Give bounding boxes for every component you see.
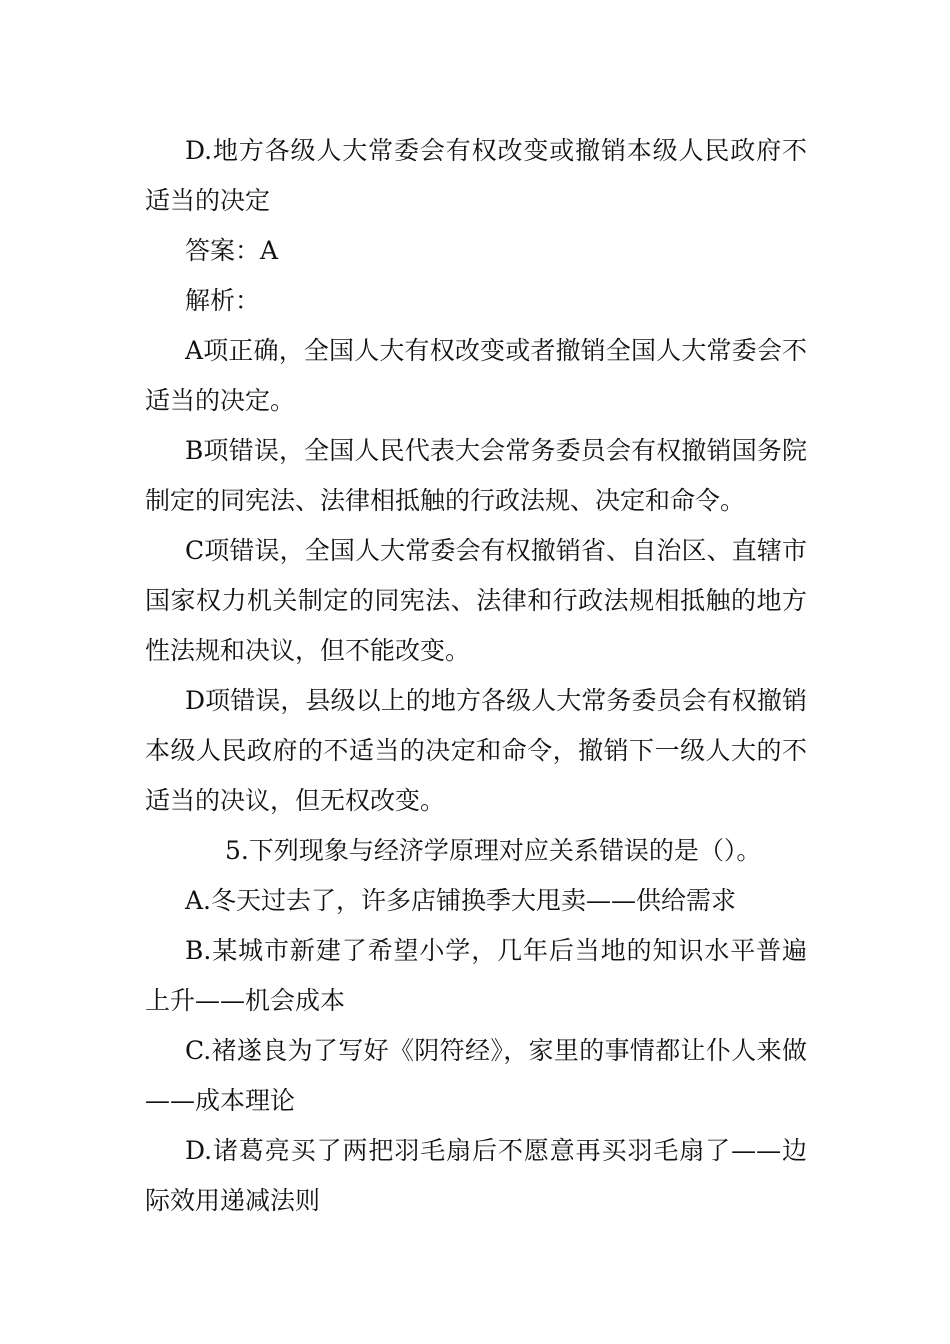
document-body bbox=[145, 126, 807, 1226]
question-5-option-a: A.冬天过去了，许多店铺换季大甩卖——供给需求 bbox=[185, 886, 737, 915]
question-5-option-b: B.某城市新建了希望小学，几年后当地的知识水平普遍上升——机会成本 bbox=[145, 936, 807, 1015]
analysis-c: C项错误，全国人大常委会有权撤销省、自治区、直辖市国家权力机关制定的同宪法、法律和行政法规相抵触的地方性法规和决议，但不能改变。 bbox=[145, 536, 807, 665]
analysis-d: D项错误，县级以上的地方各级人大常务委员会有权撤销本级人民政府的不适当的决定和命令，撤销下一级人大的不适当的决议，但无权改变。 bbox=[145, 686, 807, 815]
analysis-a: A项正确，全国人大有权改变或者撤销全国人大常委会不适当的决定。 bbox=[145, 336, 807, 415]
option-d-previous: D.地方各级人大常委会有权改变或撤销本级人民政府不适当的决定 bbox=[145, 136, 807, 215]
analysis-heading: 解析： bbox=[185, 286, 261, 315]
question-5-option-d: D.诸葛亮买了两把羽毛扇后不愿意再买羽毛扇了——边际效用递减法则 bbox=[145, 1136, 807, 1215]
answer-line: 答案：A bbox=[185, 236, 279, 265]
question-5-option-c: C.褚遂良为了写好《阴符经》，家里的事情都让仆人来做——成本理论 bbox=[145, 1036, 807, 1115]
analysis-b: B项错误，全国人民代表大会常务委员会有权撤销国务院制定的同宪法、法律相抵触的行政法规、决定和命令。 bbox=[145, 436, 807, 515]
question-5: 5.下列现象与经济学原理对应关系错误的是（）。 bbox=[225, 836, 762, 865]
